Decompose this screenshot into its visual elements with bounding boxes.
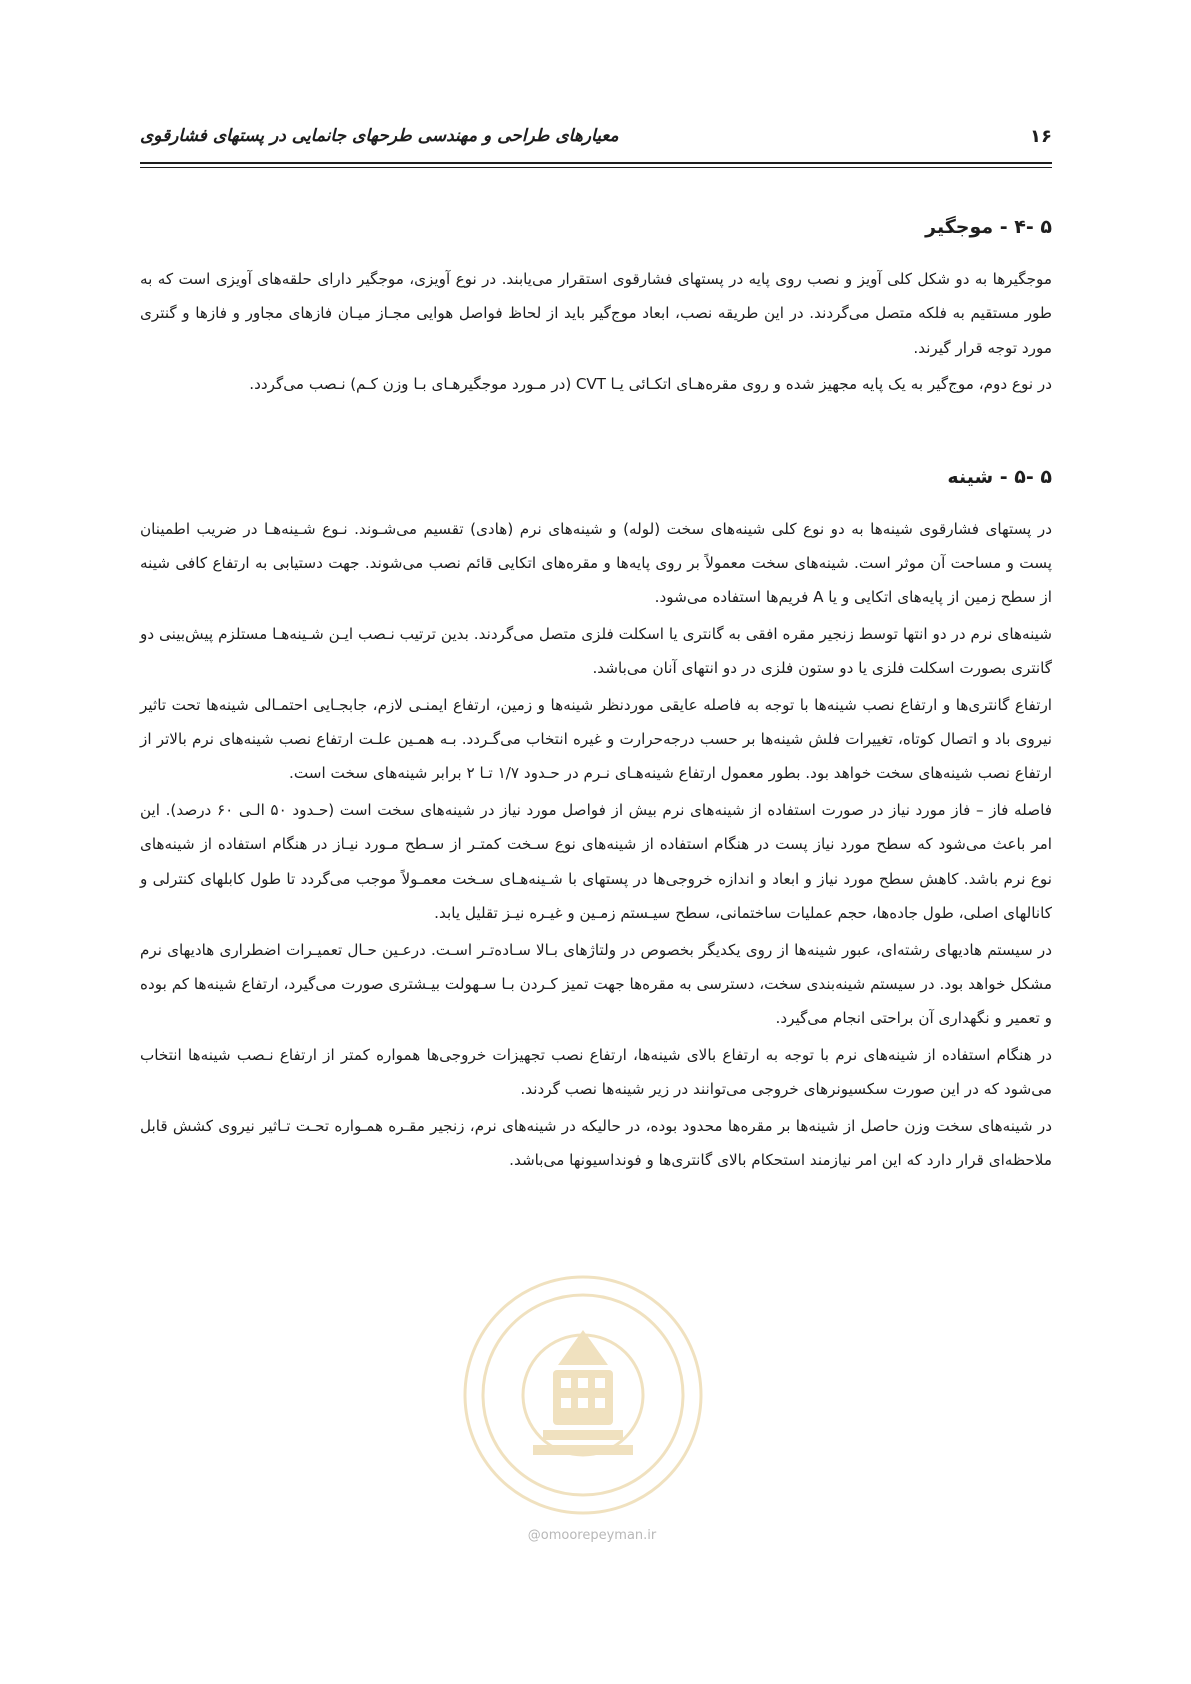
section-heading-busbar: ۵ -۵ - شینه — [947, 465, 1052, 488]
paragraph: در نوع دوم، موج‌گیر به یک پایه مجهیز شده و روی مقره‌هـای اتکـائی یـا CVT (در مـورد موجگیرهـای بـا وزن کـم) نـصب می‌گردد. — [249, 375, 1052, 394]
seal-logo-icon — [458, 1270, 708, 1520]
paragraph: فاصله فاز – فاز مورد نیاز در صورت استفاده از شینه‌های نرم بیش از فواصل مورد نیاز در شینه‌های سخت است (حـدود ۵۰ الـی ۶۰ درصد). این امر باعث می‌شود که سطح مورد نیاز پست در هنگام استفاده از شینه‌های نوع سـخت کمتـر از سـطح مـورد نیـاز در هنگام استفاده از شینه‌های نوع نرم باشد. کاهش سطح مورد نیاز و ابعاد و اندازه خروجی‌ها در پستهای با شـینه‌هـای سـخت معمـولاً موجب می‌گردد تا طول کابلهای کنترلی و کانالهای اصلی، طول جاده‌ها، حجم عملیات ساختمانی، سطح سیـستم زمـین و غیـره نیـز تقلیل یابد. — [140, 800, 1052, 923]
watermark-site-text — [492, 1528, 692, 1543]
document-body — [140, 210, 1052, 1179]
at-sign-icon: @ — [527, 1528, 541, 1543]
page-header — [140, 126, 1052, 150]
paragraph: ارتفاع گانتری‌ها و ارتفاع نصب شینه‌ها با توجه به فاصله عایقی موردنظر شینه‌ها و زمین، ارتفاع ایمنـی لازم، جابجـایی احتمـالی شینه‌ها تحت تاثیر نیروی باد و اتصال کوتاه، تغییرات فلش شینه‌ها بر حسب درجه‌حرارت و غیره انتخاب می‌گـردد. بـه همـین علـت ارتفاع نصب شینه‌های نرم بالاتر از ارتفاع نصب شینه‌های سخت خواهد بود. بطور معمول ارتفاع شینه‌هـای نـرم در حـدود ۱/۷ تـا ۲ برابر شینه‌های سخت است. — [140, 695, 1052, 783]
paragraph: شینه‌های نرم در دو انتها توسط زنجیر مقره افقی به گانتری یا اسکلت فلزی متصل می‌گردند. بدین ترتیب نـصب ایـن شـینه‌هـا مستلزم پیش‌بینی دو گانتری بصورت اسکلت فلزی یا دو ستون فلزی در دو انتهای آنان می‌باشد. — [140, 624, 1052, 678]
paragraph: موجگیرها به دو شکل کلی آویز و نصب روی پایه در پستهای فشارقوی استقرار می‌یابند. در نوع آویزی، موجگیر دارای حلقه‌های آویزی است که به طور مستقیم به فلکه متصل می‌گردند. در این طریقه نصب، ابعاد موج‌گیر باید از لحاظ فواصل هوایی مجـاز میـان فازهای مجاور و فازها و گنتری مورد توجه قرار گیرند. — [140, 270, 1052, 357]
paragraph: در سیستم هادیهای رشته‌ای، عبور شینه‌ها از روی یکدیگر بخصوص در ولتاژهای بـالا سـاده‌تـر اسـت. درعـین حـال تعمیـرات اضطراری هادیهای نرم مشکل خواهد بود. در سیستم شینه‌بندی سخت، دسترسی به مقره‌ها جهت تمیز کـردن بـا سـهولت بیـشتری صورت می‌گیرد، ارتفاع شینه‌ها کم بوده و تعمیر و نگهداری آن براحتی انجام می‌گیرد. — [140, 940, 1052, 1028]
page-number: ۱۶ — [1030, 126, 1052, 147]
section-heading-wave-trap: ۵ -۴ - موجگیر — [925, 216, 1052, 238]
running-title: معیارهای طراحی و مهندسی طرحهای جانمایی در پستهای فشارقوی — [140, 126, 619, 146]
watermark-site: omoorepeyman.ir — [540, 1528, 657, 1543]
paragraph: در شینه‌های سخت وزن حاصل از شینه‌ها بر مقره‌ها محدود بوده، در حالیکه در شینه‌های نرم، زنجیر مقـره همـواره تحـت تـاثیر نیروی کشش قابل ملاحظه‌ای قرار دارد که این امر نیازمند استحکام بالای گانتری‌ها و فونداسیونها می‌باشد. — [140, 1116, 1052, 1169]
paragraph: در هنگام استفاده از شینه‌های نرم با توجه به ارتفاع بالای شینه‌ها، ارتفاع نصب تجهیزات خروجی‌ها همواره کمتر از ارتفاع نـصب شینه‌ها انتخاب می‌شود که در این صورت سکسیونرهای خروجی می‌توانند در زیر شینه‌ها نصب گردند. — [140, 1045, 1052, 1099]
header-rule — [140, 162, 1052, 164]
paragraph: در پستهای فشارقوی شینه‌ها به دو نوع کلی شینه‌های سخت (لوله) و شینه‌های نرم (هادی) تقسیم می‌شـوند. نـوع شـینه‌هـا در ضریب اطمینان پست و مساحت آن موثر است. شینه‌های سخت معمولاً بر روی پایه‌ها و مقره‌های اتکایی قائم نصب می‌شوند. جهت دستیابی به ارتفاع کافی شینه از سطح زمین از پایه‌های اتکایی و یا A فریم‌ها استفاده می‌شود. — [140, 519, 1052, 607]
